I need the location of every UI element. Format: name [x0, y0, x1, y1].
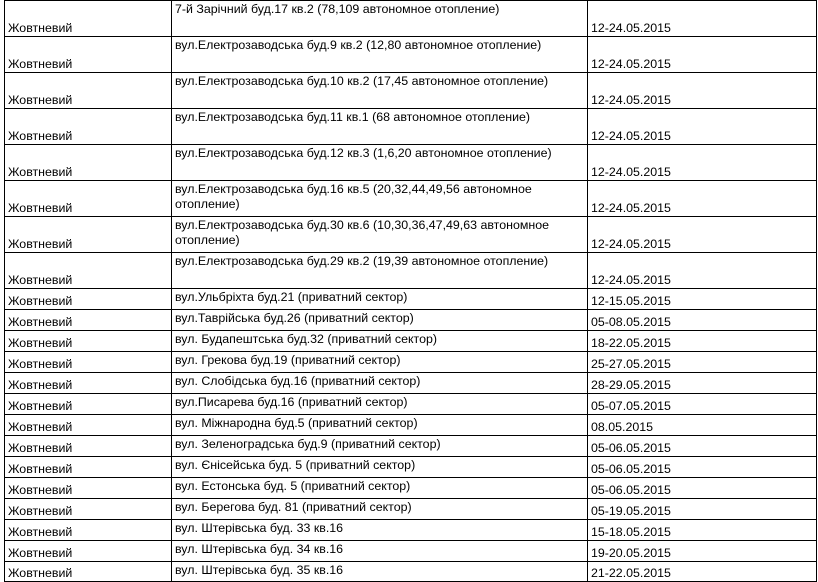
address-cell: вул.Електрозаводська буд.10 кв.2 (17,45 автономное отопление) [172, 73, 588, 109]
table-row [5, 415, 817, 436]
district-cell: Жовтневий [5, 181, 172, 217]
address-cell: вул. Берегова буд. 81 (приватний сектор) [172, 499, 588, 520]
table-row [5, 253, 817, 289]
district-cell: Жовтневий [5, 499, 172, 520]
date-cell: 21-22.05.2015 [588, 562, 817, 582]
date-cell: 12-24.05.2015 [588, 37, 817, 73]
table-row [5, 331, 817, 352]
date-cell: 08.05.2015 [588, 415, 817, 436]
table-row [5, 310, 817, 331]
date-cell: 05-06.05.2015 [588, 436, 817, 457]
address-cell: вул.Ульбріхта буд.21 (приватний сектор) [172, 289, 588, 310]
table-row [5, 562, 817, 582]
address-cell: вул. Грекова буд.19 (приватний сектор) [172, 352, 588, 373]
address-cell: вул. Штерівська буд. 35 кв.16 [172, 562, 588, 582]
district-cell: Жовтневий [5, 415, 172, 436]
address-cell: вул.Електрозаводська буд.29 кв.2 (19,39 автономное отопление) [172, 253, 588, 289]
table-row [5, 541, 817, 562]
date-cell: 25-27.05.2015 [588, 352, 817, 373]
address-cell: вул. Єнісейська буд. 5 (приватний сектор) [172, 457, 588, 478]
table-row [5, 109, 817, 145]
district-cell: Жовтневий [5, 436, 172, 457]
table-row [5, 394, 817, 415]
address-cell: 7-й Зарічний буд.17 кв.2 (78,109 автономное отопление) [172, 1, 588, 37]
address-cell: вул. Міжнародна буд.5 (приватний сектор) [172, 415, 588, 436]
table-row [5, 352, 817, 373]
date-cell: 12-24.05.2015 [588, 217, 817, 253]
address-cell: вул. Штерівська буд. 33 кв.16 [172, 520, 588, 541]
table-row [5, 373, 817, 394]
schedule-table [4, 0, 817, 582]
district-cell: Жовтневий [5, 1, 172, 37]
table-row [5, 217, 817, 253]
address-cell: вул. Слобідська буд.16 (приватний сектор) [172, 373, 588, 394]
date-cell: 05-19.05.2015 [588, 499, 817, 520]
district-cell: Жовтневий [5, 520, 172, 541]
address-cell: вул.Електрозаводська буд.9 кв.2 (12,80 автономное отопление) [172, 37, 588, 73]
district-cell: Жовтневий [5, 541, 172, 562]
address-cell: вул. Будапештська буд.32 (приватний сектор) [172, 331, 588, 352]
table-row [5, 436, 817, 457]
date-cell: 18-22.05.2015 [588, 331, 817, 352]
date-cell: 05-06.05.2015 [588, 478, 817, 499]
date-cell: 12-24.05.2015 [588, 1, 817, 37]
date-cell: 05-08.05.2015 [588, 310, 817, 331]
address-cell: вул. Штерівська буд. 34 кв.16 [172, 541, 588, 562]
date-cell: 05-06.05.2015 [588, 457, 817, 478]
date-cell: 12-24.05.2015 [588, 73, 817, 109]
address-cell: вул. Естонська буд. 5 (приватний сектор) [172, 478, 588, 499]
district-cell: Жовтневий [5, 109, 172, 145]
date-cell: 19-20.05.2015 [588, 541, 817, 562]
date-cell: 05-07.05.2015 [588, 394, 817, 415]
table-row [5, 457, 817, 478]
district-cell: Жовтневий [5, 217, 172, 253]
district-cell: Жовтневий [5, 289, 172, 310]
district-cell: Жовтневий [5, 331, 172, 352]
date-cell: 15-18.05.2015 [588, 520, 817, 541]
table-row [5, 520, 817, 541]
address-cell: вул.Електрозаводська буд.12 кв.3 (1,6,20 автономное отопление) [172, 145, 588, 181]
table-row [5, 499, 817, 520]
address-cell: вул.Таврійська буд.26 (приватний сектор) [172, 310, 588, 331]
address-cell: вул.Електрозаводська буд.30 кв.6 (10,30,36,47,49,63 автономное отопление) [172, 217, 588, 253]
table-row [5, 289, 817, 310]
address-cell: вул.Писарева буд.16 (приватний сектор) [172, 394, 588, 415]
district-cell: Жовтневий [5, 394, 172, 415]
address-cell: вул.Електрозаводська буд.11 кв.1 (68 автономное отопление) [172, 109, 588, 145]
district-cell: Жовтневий [5, 310, 172, 331]
district-cell: Жовтневий [5, 562, 172, 582]
district-cell: Жовтневий [5, 145, 172, 181]
district-cell: Жовтневий [5, 73, 172, 109]
date-cell: 12-15.05.2015 [588, 289, 817, 310]
district-cell: Жовтневий [5, 478, 172, 499]
district-cell: Жовтневий [5, 373, 172, 394]
table-row [5, 37, 817, 73]
table-row [5, 1, 817, 37]
district-cell: Жовтневий [5, 457, 172, 478]
date-cell: 12-24.05.2015 [588, 181, 817, 217]
district-cell: Жовтневий [5, 37, 172, 73]
date-cell: 28-29.05.2015 [588, 373, 817, 394]
date-cell: 12-24.05.2015 [588, 253, 817, 289]
table-row [5, 181, 817, 217]
district-cell: Жовтневий [5, 352, 172, 373]
table-row [5, 478, 817, 499]
address-cell: вул. Зеленоградська буд.9 (приватний сектор) [172, 436, 588, 457]
district-cell: Жовтневий [5, 253, 172, 289]
table-row [5, 145, 817, 181]
address-cell: вул.Електрозаводська буд.16 кв.5 (20,32,44,49,56 автономное отопление) [172, 181, 588, 217]
date-cell: 12-24.05.2015 [588, 145, 817, 181]
table-row [5, 73, 817, 109]
date-cell: 12-24.05.2015 [588, 109, 817, 145]
